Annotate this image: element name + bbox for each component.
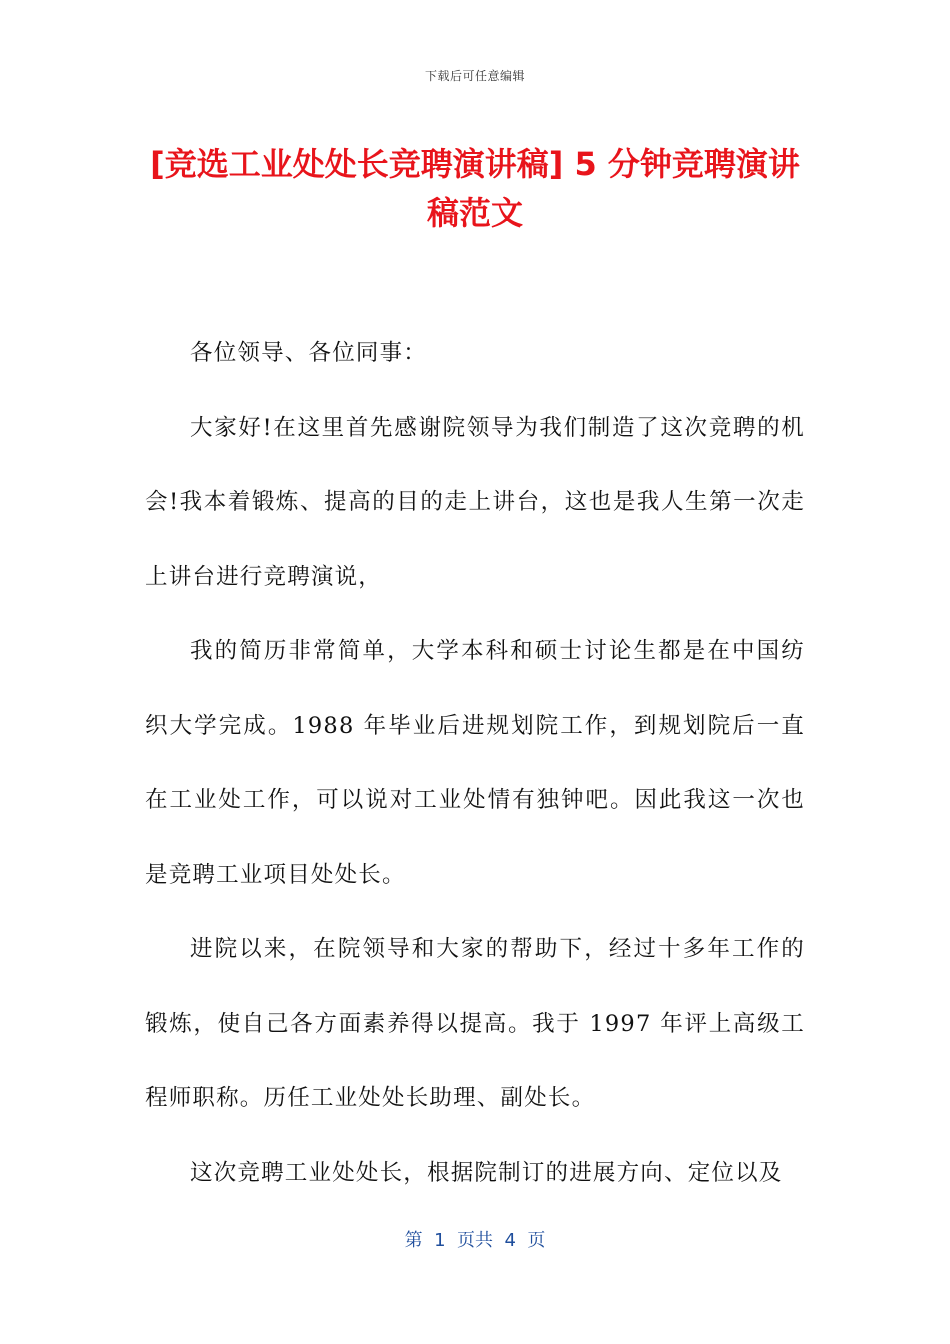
header-note: 下载后可任意编辑 [424, 69, 525, 83]
paragraph: 进院以来，在院领导和大家的帮助下，经过十多年工作的锻炼，使自己各方面素养得以提高。我于 1997 年评上高级工程师职称。历任工业处处长助理、副处长。 [145, 936, 805, 1111]
paragraph-salutation: 各位领导、各位同事： [190, 340, 428, 366]
paragraph: 我的简历非常简单，大学本科和硕士讨论生都是在中国纺织大学完成。1988 年毕业后进规划院工作，到规划院后一直在工业处工作，可以说对工业处情有独钟吧。因此我这一次也是竞聘工业项目处处长。 [145, 638, 805, 888]
document-body [145, 316, 805, 1210]
paragraph: 这次竞聘工业处处长，根据院制订的进展方向、定位以及 [190, 1159, 783, 1186]
paragraph: 大家好!在这里首先感谢院领导为我们制造了这次竞聘的机会!我本着锻炼、提高的目的走上讲台，这也是我人生第一次走上讲台进行竞聘演说， [145, 414, 805, 590]
document-title: [竞选工业处处长竞聘演讲稿] 5 分钟竞聘演讲稿范文 [150, 145, 800, 232]
page-number-footer: 第 1 页共 4 页 [404, 1230, 546, 1251]
